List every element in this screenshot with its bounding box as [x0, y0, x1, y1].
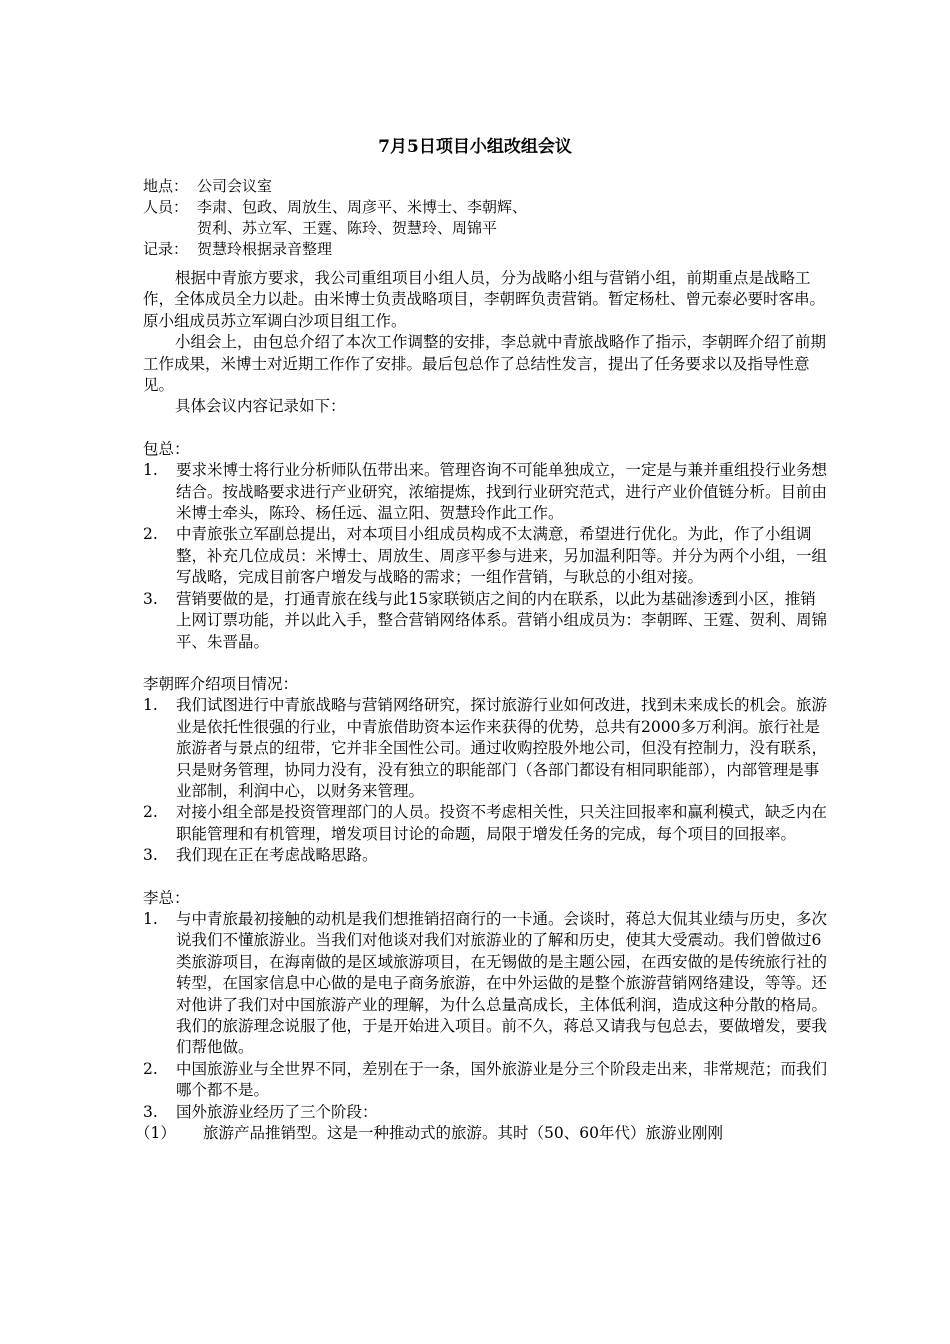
item-number: 1.	[143, 909, 158, 928]
sub-item-text: 旅游产品推销型。这是一种推动式的旅游。其时（50、60年代）旅游业刚刚	[203, 1124, 723, 1143]
item-text: 对接小组全部是投资管理部门的人员。投资不考虑相关性，只关注回报率和赢利模式，缺乏内在职能管理和有机管理，增发项目讨论的命题，局限于增发任务的完成，每个项目的回报率。	[176, 803, 828, 843]
item-text: 中国旅游业与全世界不同，差别在于一条，国外旅游业是分三个阶段走出来，非常规范；而我们哪个都不是。	[176, 1059, 828, 1100]
item-text: 中青旅张立军副总提出，对本项目小组成员构成不太满意，希望进行优化。为此，作了小组调整，补充几位成员：米博士、周放生、周彦平参与进来，另加温利阳等。并分为两个小组，一组写战略，完成目前客户增发与战略的需求；一组作营销，与耿总的小组对接。	[176, 525, 828, 587]
item-number: 3.	[143, 589, 158, 608]
intro-paragraph: 根据中青旅方要求，我公司重组项目小组人员，分为战略小组与营销小组，前期重点是战略工作，全体成员全力以赴。由米博士负责战略项目，李朝晖负责营销。暂定杨杜、曾元泰必要时客串。原小组成员苏立军调白沙项目组工作。	[143, 269, 826, 330]
item-number: 2.	[143, 1059, 158, 1078]
item-number: 3.	[143, 846, 158, 865]
item-number: 3.	[143, 1102, 158, 1121]
meta-record	[143, 239, 823, 260]
item-text: 营销要做的是，打通青旅在线与此15家联锁店之间的内在联系，以此为基础渗透到小区，推销上网订票功能，并以此入手，整合营销网络体系。营销小组成员为：李朝晖、王霆、贺利、周锦平、朱晋晶。	[176, 589, 828, 651]
item-text: 国外旅游业经历了三个阶段：	[176, 1102, 378, 1121]
meeting-meta	[143, 176, 823, 260]
intro-paragraph: 具体会议内容记录如下：	[175, 397, 346, 416]
list-item	[143, 460, 828, 524]
item-text: 我们现在正在考虑战略思路。	[176, 846, 378, 865]
document-body	[135, 268, 828, 1144]
people-value-line1: 李肃、包政、周放生、周彦平、米博士、李朝辉、	[197, 198, 528, 216]
item-number: 1.	[143, 461, 158, 480]
section-heading: 李总：	[143, 888, 190, 907]
record-label: 记录：	[143, 240, 189, 258]
item-text: 要求米博士将行业分析师队伍带出来。管理咨询不可能单独成立，一定是与兼并重组投行业务想结合。按战略要求进行产业研究，浓缩提炼，找到行业研究范式，进行产业价值链分析。目前由米博士牵头，陈玲、杨任远、温立阳、贺慧玲作此工作。	[176, 461, 828, 523]
item-number: 1.	[143, 696, 158, 715]
list-item	[143, 909, 828, 1059]
list-item	[143, 1059, 828, 1102]
people-value-line2: 贺利、苏立军、王霆、陈玲、贺慧玲、周锦平	[197, 219, 498, 237]
meta-people	[143, 197, 823, 218]
item-text: 我们试图进行中青旅战略与营销网络研究，探讨旅游行业如何改进，找到未来成长的机会。旅游业是依托性很强的行业，中青旅借助资本运作来获得的优势，总共有2000多万利润。旅行社是旅游者与景点的纽带，它并非全国性公司。通过收购控股外地公司，但没有控制力，没有联系，只是财务管理，协同力没有，没有独立的职能部门（各部门都设有相同职能部），内部管理是事业部制，利润中心，以财务来管理。	[176, 696, 828, 800]
item-number: 2.	[143, 525, 158, 544]
record-value: 贺慧玲根据录音整理	[197, 240, 333, 258]
people-label: 人员：	[143, 198, 189, 216]
list-item	[143, 845, 828, 866]
list-item	[143, 695, 828, 802]
section-heading: 李朝晖介绍项目情况：	[143, 674, 299, 693]
location-value: 公司会议室	[197, 177, 273, 195]
item-number: 2.	[143, 803, 158, 822]
sub-item-number: （1）	[135, 1124, 176, 1143]
location-label: 地点：	[143, 177, 189, 195]
list-item	[143, 589, 828, 653]
document-title: 7月5日项目小组改组会议	[378, 137, 572, 157]
list-item	[143, 524, 828, 588]
list-item	[143, 802, 828, 845]
sub-list-item	[135, 1123, 828, 1144]
intro-paragraph: 小组会上，由包总介绍了本次工作调整的安排，李总就中青旅战略作了指示，李朝晖介绍了前期工作成果，米博士对近期工作作了安排。最后包总作了总结性发言，提出了任务要求以及指导性意见。	[143, 333, 827, 395]
item-text: 与中青旅最初接触的动机是我们想推销招商行的一卡通。会谈时，蒋总大侃其业绩与历史，多次说我们不懂旅游业。当我们对他谈对我们对旅游业的了解和历史，使其大受震动。我们曾做过6类旅游项目，在海南做的是区域旅游项目，在无锡做的是主题公园，在西安做的是传统旅行社的转型，在国家信息中心做的是电子商务旅游，在中外运做的是整个旅游营销网络建设，等等。还对他讲了我们对中国旅游产业的理解，为什么总量高成长，主体低利润，造成这种分散的格局。我们的旅游理念说服了他，于是开始进入项目。前不久，蒋总又请我与包总去，要做增发，要我们帮他做。	[176, 909, 828, 1057]
meta-location	[143, 176, 823, 197]
list-item	[143, 1102, 828, 1123]
section-heading: 包总：	[143, 439, 190, 458]
